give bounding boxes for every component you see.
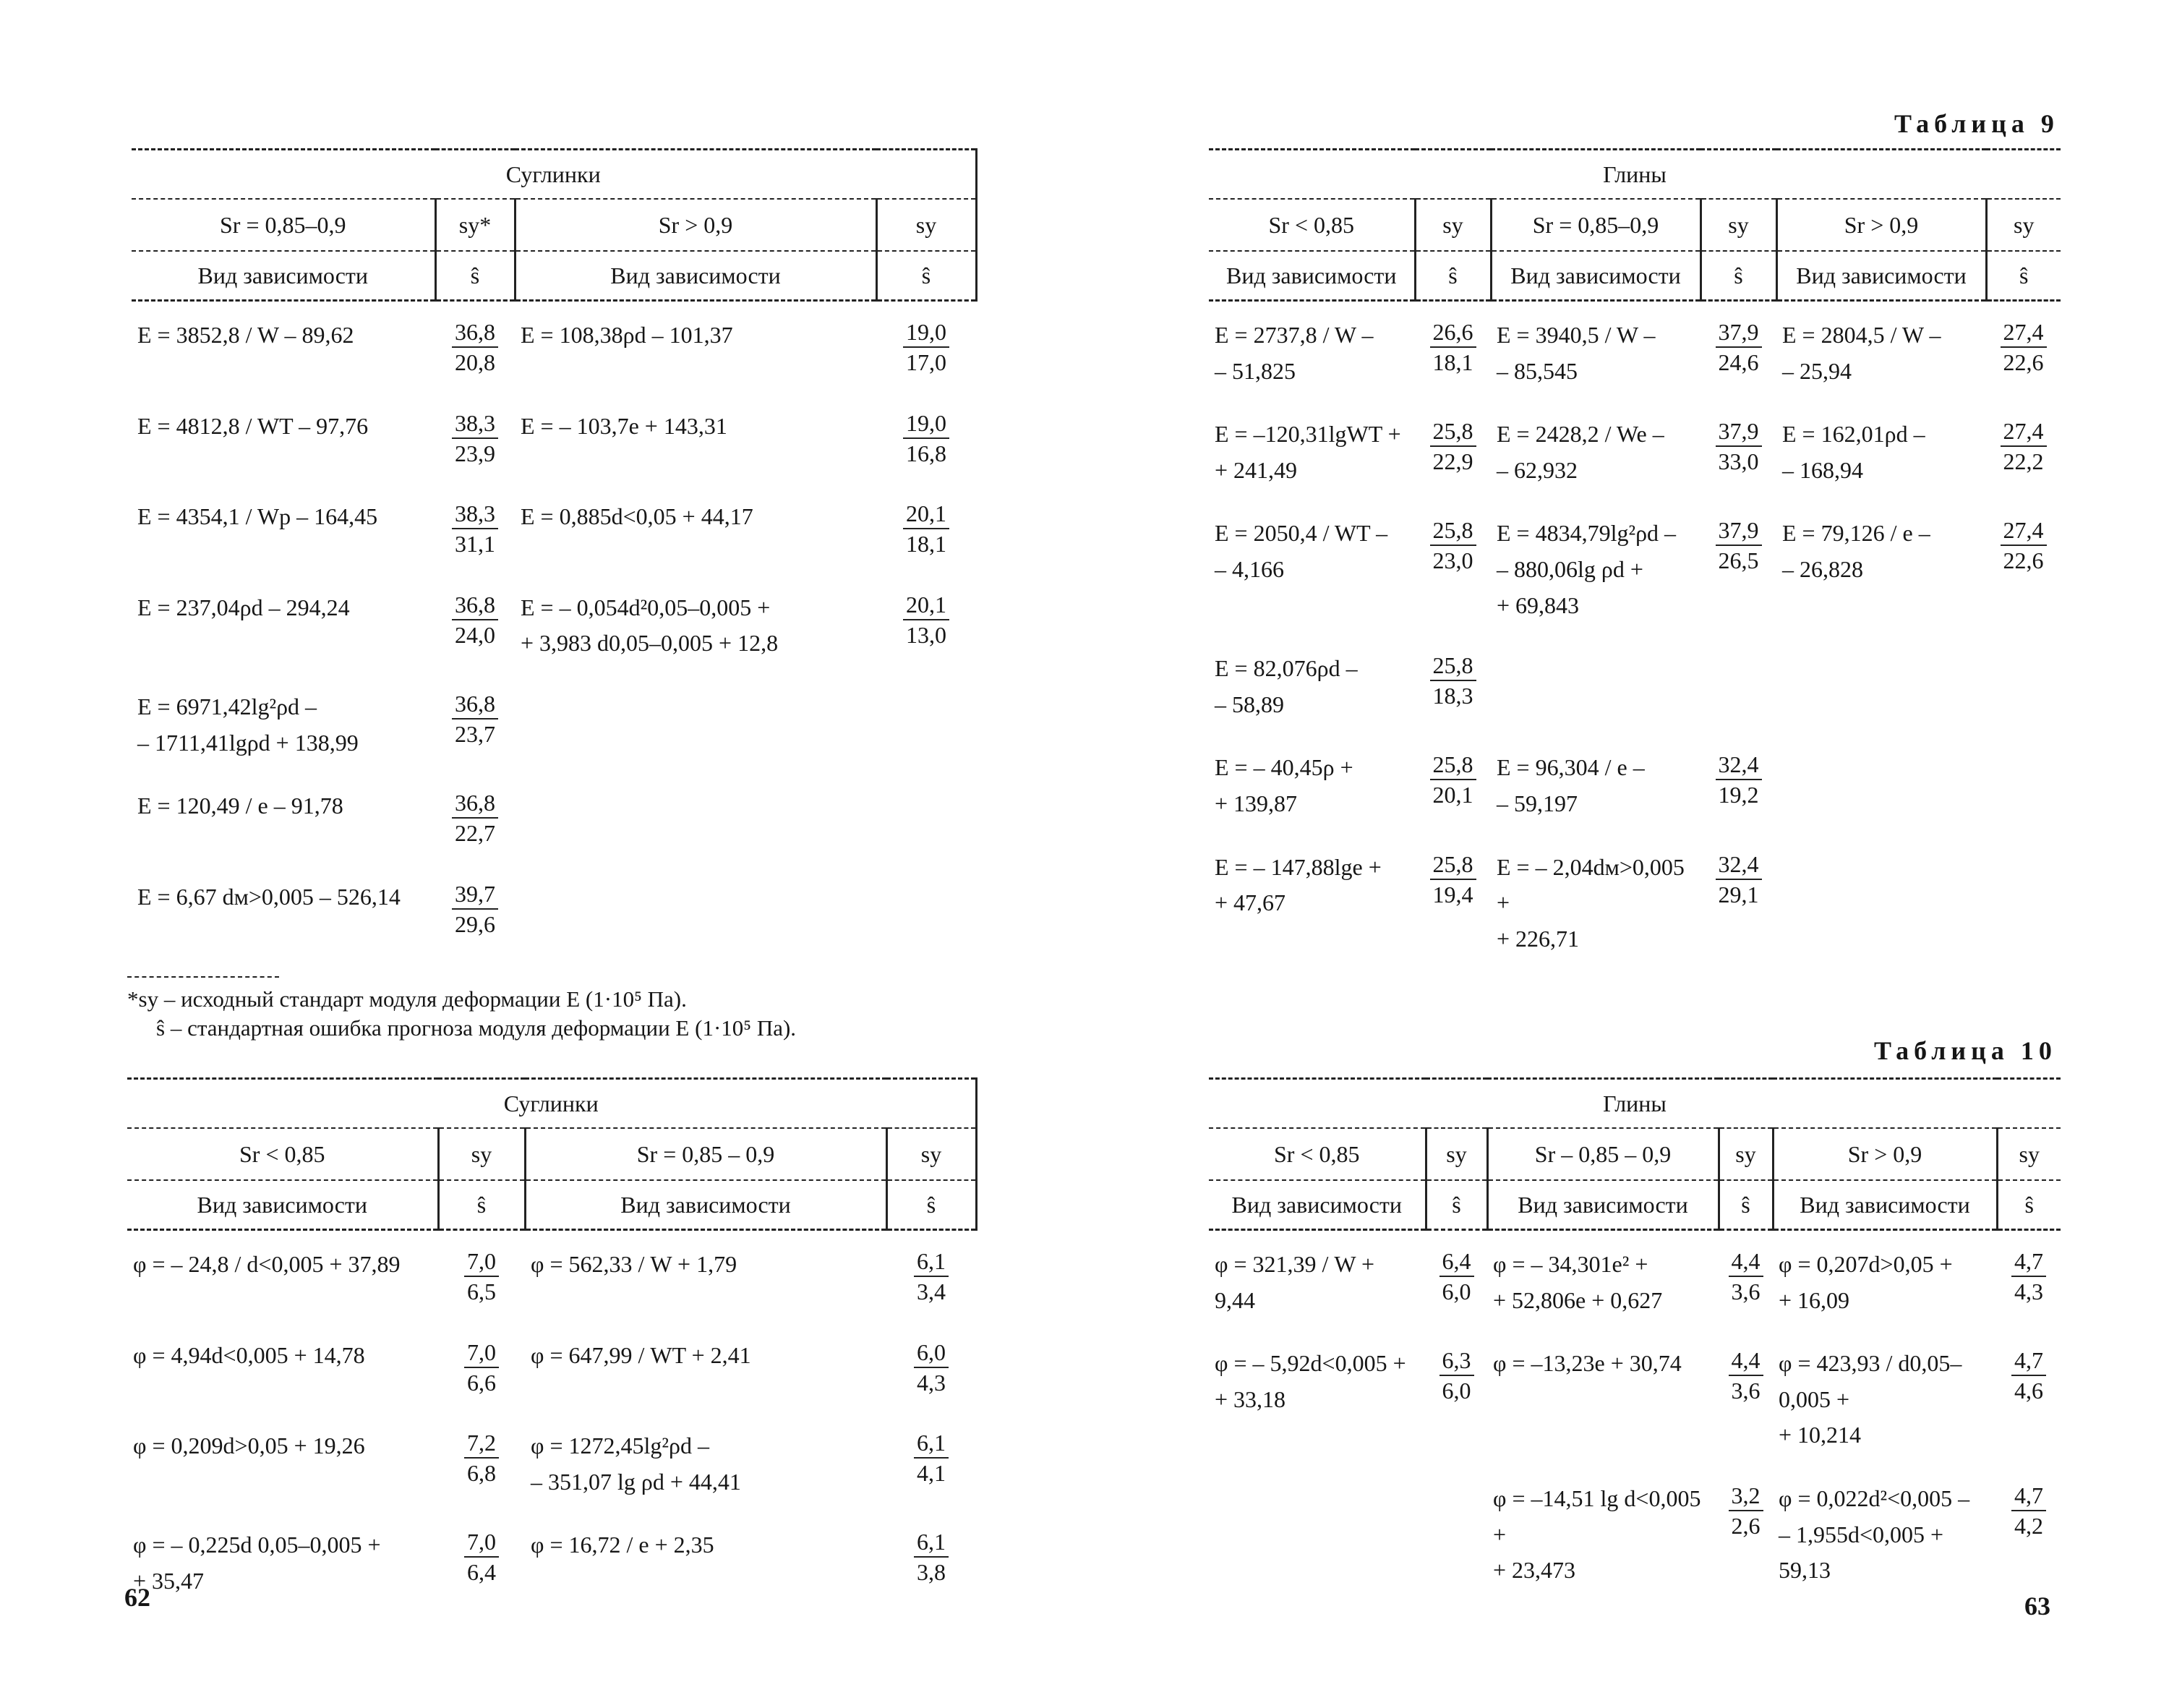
formula-cell: E = 6,67 dм>0,005 – 526,14 [137, 883, 401, 910]
stat-fraction [2011, 1247, 2046, 1306]
stat-fraction [914, 1247, 949, 1306]
stat-sy-value: 19,0 [903, 317, 949, 348]
formula-cell: E = 237,04ρd – 294,24 [137, 594, 350, 620]
condition-header: Sr = 0,85 – 0,9 [525, 1128, 886, 1180]
stat-cell [1415, 500, 1491, 635]
stat-sy-value: 39,7 [452, 879, 498, 910]
stat-sy-value: 27,4 [2001, 317, 2047, 348]
stat-cell [1986, 301, 2061, 401]
stat-sy-value: 6,1 [914, 1527, 949, 1558]
stat-sy-value: 36,8 [452, 689, 498, 720]
left-page [0, 0, 1084, 1708]
stat-sy-value: 25,8 [1430, 750, 1476, 780]
stat-fraction [903, 317, 949, 377]
stat-s-hat-value: 4,2 [2014, 1512, 2044, 1539]
stat-sy-value: 7,2 [464, 1428, 499, 1459]
stat-s-hat-value: 4,1 [917, 1460, 946, 1487]
table-row [132, 301, 976, 393]
table-row [1209, 1230, 2061, 1331]
formula-cell: E = 4834,79lg²ρd – – 880,06lg ρd + + 69,843 [1497, 520, 1677, 618]
column-caption: Вид зависимости [132, 251, 435, 301]
stat-cell [1415, 834, 1491, 969]
table-row [132, 393, 976, 484]
table-row [1209, 734, 2061, 833]
formula-cell: φ = 321,39 / W + 9,44 [1215, 1251, 1375, 1313]
stat-fraction [914, 1527, 949, 1587]
stat-sy-value: 6,1 [914, 1247, 949, 1277]
stat-sy-value: 4,4 [1729, 1247, 1763, 1277]
stat-s-hat-value: 24,0 [455, 621, 495, 648]
group-title: Глины [1209, 1079, 2061, 1129]
stat-s-hat-value: 3,6 [1731, 1278, 1761, 1305]
condition-header: Sr = 0,85–0,9 [1491, 199, 1700, 251]
column-caption: Вид зависимости [127, 1180, 438, 1230]
formula-cell: E = – 2,04dм>0,005 + + 226,71 [1497, 853, 1685, 952]
stat-cell [1415, 734, 1491, 833]
stat-fraction [1729, 1481, 1763, 1540]
stat-fraction [1716, 317, 1762, 377]
right-page [1084, 0, 2169, 1708]
table-row [132, 673, 976, 772]
stat-sy-value: 37,9 [1716, 516, 1762, 546]
stat-cell [1986, 500, 2061, 635]
stat-fraction [1430, 651, 1476, 710]
stat-s-hat-value: 4,3 [917, 1369, 946, 1396]
table-row [127, 1511, 976, 1610]
column-caption: Вид зависимости [1209, 251, 1415, 301]
table-clay-deformation [1209, 148, 2061, 968]
stat-cell [1719, 1330, 1773, 1465]
column-caption: Вид зависимости [1776, 251, 1986, 301]
stat-s-hat-value: 6,4 [467, 1559, 496, 1586]
footnote-separator [127, 976, 279, 978]
stat-header: sy [1700, 199, 1776, 251]
stat-sy-value: 25,8 [1430, 516, 1476, 546]
condition-header: Sr – 0,85 – 0,9 [1487, 1128, 1719, 1180]
formula-cell: E = 2050,4 / WT – – 4,166 [1215, 520, 1388, 582]
column-caption: Вид зависимости [1491, 251, 1700, 301]
stat-fraction [2011, 1481, 2046, 1540]
formula-cell: E = 2737,8 / W – – 51,825 [1215, 322, 1374, 384]
formula-cell: φ = –14,51 lg d<0,005 + + 23,473 [1493, 1485, 1701, 1584]
formula-cell [1776, 635, 1986, 734]
formula-cell: φ = 423,93 / d0,05–0,005 + + 10,214 [1779, 1350, 1962, 1448]
stat-cell [1986, 635, 2061, 734]
stat-s-hat-value: 22,6 [2003, 547, 2044, 574]
formula-cell [1491, 635, 1700, 734]
table-loam-deformation [132, 148, 977, 954]
stat-header: sy [886, 1128, 976, 1180]
stat-fraction [914, 1428, 949, 1487]
stat-sy-value: 7,0 [464, 1247, 499, 1277]
stat-fraction [452, 879, 498, 939]
column-caption: ŝ [435, 251, 515, 301]
stat-s-hat-value: 18,1 [906, 531, 946, 558]
formula-cell: φ = 0,207d>0,05 + + 16,09 [1779, 1251, 1953, 1313]
formula-cell: φ = 0,022d²<0,005 – – 1,955d<0,005 + 59,13 [1779, 1485, 1970, 1584]
table-row [132, 863, 976, 955]
stat-s-hat-value: 18,1 [1432, 349, 1473, 375]
stat-fraction [1439, 1346, 1474, 1405]
stat-fraction [464, 1247, 499, 1306]
formula-cell: E = –120,31lgWT + + 241,49 [1215, 421, 1401, 483]
stat-s-hat-value: 29,1 [1718, 881, 1759, 908]
stat-cell [876, 393, 976, 484]
stat-cell [876, 483, 976, 574]
stat-s-hat-value: 17,0 [906, 349, 946, 375]
stat-s-hat-value: 2,6 [1731, 1512, 1761, 1539]
stat-sy-value: 32,4 [1716, 850, 1762, 880]
stat-cell [876, 301, 976, 393]
formula-cell: φ = 16,72 / e + 2,35 [531, 1532, 714, 1558]
table-row [127, 1230, 976, 1322]
stat-fraction [452, 590, 498, 649]
stat-s-hat-value: 6,6 [467, 1369, 496, 1396]
stat-fraction [1716, 516, 1762, 575]
stat-header: sy [1719, 1128, 1773, 1180]
stat-s-hat-value: 26,5 [1718, 547, 1759, 574]
stat-cell [438, 1230, 525, 1322]
footnote-sy: *sy – исходный стандарт модуля деформации E (1·10⁵ Па). [127, 986, 687, 1012]
stat-fraction [452, 499, 498, 558]
stat-s-hat-value: 3,8 [917, 1559, 946, 1586]
stat-cell [1426, 1465, 1487, 1600]
formula-cell: φ = 0,209d>0,05 + 19,26 [133, 1432, 365, 1459]
formula-cell: E = – 40,45ρ + + 139,87 [1215, 754, 1353, 816]
stat-cell [876, 574, 976, 673]
stat-header: sy [1415, 199, 1491, 251]
stat-sy-value: 20,1 [903, 590, 949, 620]
formula-cell: E = 3940,5 / W – – 85,545 [1497, 322, 1656, 384]
stat-cell [435, 772, 515, 863]
formula-cell: E = 2428,2 / We – – 62,932 [1497, 421, 1664, 483]
stat-cell [435, 574, 515, 673]
formula-cell: E = 108,38ρd – 101,37 [521, 322, 733, 348]
column-caption: ŝ [1986, 251, 2061, 301]
stat-cell [435, 393, 515, 484]
formula-cell: E = 4354,1 / Wp – 164,45 [137, 503, 378, 530]
condition-header: Sr > 0,9 [1773, 1128, 1997, 1180]
stat-cell [1700, 834, 1776, 969]
stat-sy-value: 26,6 [1430, 317, 1476, 348]
stat-cell [438, 1511, 525, 1610]
stat-fraction [903, 590, 949, 649]
stat-fraction [1729, 1247, 1763, 1306]
stat-fraction [2001, 417, 2047, 476]
stat-cell [435, 673, 515, 772]
table-row [1209, 301, 2061, 401]
stat-fraction [464, 1428, 499, 1487]
stat-sy-value: 37,9 [1716, 417, 1762, 447]
stat-header: sy [438, 1128, 525, 1180]
stat-cell [876, 863, 976, 955]
stat-cell [1426, 1330, 1487, 1465]
stat-fraction [1430, 850, 1476, 909]
stat-cell [1415, 635, 1491, 734]
formula-cell [1209, 1465, 1426, 1600]
column-caption: Вид зависимости [525, 1180, 886, 1230]
stat-fraction [1430, 516, 1476, 575]
stat-sy-value: 27,4 [2001, 417, 2047, 447]
stat-header: sy [1426, 1128, 1487, 1180]
formula-cell: E = 0,885d<0,05 + 44,17 [521, 503, 753, 530]
column-caption: Вид зависимости [1773, 1180, 1997, 1230]
table-row [127, 1412, 976, 1511]
formula-cell: φ = – 24,8 / d<0,005 + 37,89 [133, 1251, 401, 1277]
stat-cell [1700, 734, 1776, 833]
stat-cell [1997, 1230, 2061, 1331]
stat-cell [438, 1322, 525, 1413]
stat-s-hat-value: 18,3 [1432, 683, 1473, 709]
stat-s-hat-value: 23,7 [455, 720, 495, 747]
table-row [132, 483, 976, 574]
condition-header: Sr > 0,9 [1776, 199, 1986, 251]
footnote-s-hat: ŝ – стандартная ошибка прогноза модуля деформации E (1·10⁵ Па). [156, 1015, 797, 1041]
stat-fraction [1430, 317, 1476, 377]
stat-s-hat-value: 29,6 [455, 910, 495, 937]
column-caption: Вид зависимости [1209, 1180, 1426, 1230]
stat-header: sy [1997, 1128, 2061, 1180]
stat-s-hat-value: 24,6 [1718, 349, 1759, 375]
table-row [132, 574, 976, 673]
stat-cell [886, 1511, 976, 1610]
formula-cell: φ = 4,94d<0,005 + 14,78 [133, 1341, 365, 1368]
stat-s-hat-value: 19,4 [1432, 881, 1473, 908]
stat-sy-value: 7,0 [464, 1527, 499, 1558]
stat-fraction [903, 409, 949, 468]
condition-header: Sr = 0,85–0,9 [132, 199, 435, 251]
stat-s-hat-value: 23,0 [1432, 547, 1473, 574]
stat-cell [876, 772, 976, 863]
stat-sy-value: 25,8 [1430, 651, 1476, 681]
stat-sy-value: 38,3 [452, 409, 498, 439]
stat-s-hat-value: 3,6 [1731, 1378, 1761, 1404]
stat-s-hat-value: 22,7 [455, 820, 495, 847]
column-caption: ŝ [1700, 251, 1776, 301]
stat-header: sy [876, 199, 976, 251]
stat-cell [876, 673, 976, 772]
page-number: 62 [124, 1583, 150, 1612]
stat-fraction [2001, 317, 2047, 377]
stat-fraction [1716, 750, 1762, 809]
column-caption: ŝ [1719, 1180, 1773, 1230]
stat-cell [1719, 1230, 1773, 1331]
stat-sy-value: 4,7 [2011, 1346, 2046, 1376]
stat-cell [886, 1322, 976, 1413]
stat-s-hat-value: 19,2 [1718, 782, 1759, 808]
stat-s-hat-value: 16,8 [906, 440, 946, 466]
table-row [127, 1322, 976, 1413]
formula-cell [515, 863, 876, 955]
stat-sy-value: 25,8 [1430, 850, 1476, 880]
column-caption: ŝ [438, 1180, 525, 1230]
stat-s-hat-value: 3,4 [917, 1278, 946, 1305]
stat-fraction [452, 409, 498, 468]
formula-cell: E = 82,076ρd – – 58,89 [1215, 655, 1358, 717]
stat-sy-value: 6,3 [1439, 1346, 1474, 1376]
group-title: Суглинки [132, 150, 976, 200]
stat-cell [886, 1230, 976, 1322]
stat-fraction [452, 689, 498, 748]
stat-cell [1415, 301, 1491, 401]
stat-s-hat-value: 6,0 [1442, 1278, 1471, 1305]
stat-cell [1700, 401, 1776, 500]
formula-cell: E = 96,304 / e – – 59,197 [1497, 754, 1645, 816]
stat-fraction [464, 1338, 499, 1397]
stat-sy-value: 6,1 [914, 1428, 949, 1459]
stat-sy-value: 27,4 [2001, 516, 2047, 546]
stat-fraction [1439, 1247, 1474, 1306]
formula-cell [515, 772, 876, 863]
stat-s-hat-value: 22,6 [2003, 349, 2044, 375]
formula-cell: E = – 0,054d²0,05–0,005 + + 3,983 d0,05–0,005 + 12,8 [521, 594, 779, 657]
stat-cell [1986, 834, 2061, 969]
stat-cell [886, 1412, 976, 1511]
stat-sy-value: 20,1 [903, 499, 949, 529]
formula-cell: φ = – 34,301e² + + 52,806e + 0,627 [1493, 1251, 1663, 1313]
stat-s-hat-value: 4,6 [2014, 1378, 2044, 1404]
formula-cell: E = 4812,8 / WT – 97,76 [137, 412, 369, 439]
stat-sy-value: 25,8 [1430, 417, 1476, 447]
stat-cell [1997, 1465, 2061, 1600]
stat-sy-value: 4,4 [1729, 1346, 1763, 1376]
column-caption: Вид зависимости [1487, 1180, 1719, 1230]
stat-s-hat-value: 33,0 [1718, 448, 1759, 475]
formula-cell: E = 79,126 / e – – 26,828 [1782, 520, 1930, 582]
formula-cell: E = 2804,5 / W – – 25,94 [1782, 322, 1941, 384]
stat-cell [1719, 1465, 1773, 1600]
stat-cell [1700, 301, 1776, 401]
column-caption: Вид зависимости [515, 251, 876, 301]
condition-header: Sr < 0,85 [1209, 1128, 1426, 1180]
stat-s-hat-value: 6,8 [467, 1460, 496, 1487]
table-row [1209, 635, 2061, 734]
stat-sy-value: 37,9 [1716, 317, 1762, 348]
table-row [1209, 401, 2061, 500]
stat-fraction [2011, 1346, 2046, 1405]
table-label: Таблица 10 [1874, 1036, 2057, 1065]
stat-cell [1700, 635, 1776, 734]
column-caption: ŝ [876, 251, 976, 301]
stat-header: sy* [435, 199, 515, 251]
formula-cell: φ = 647,99 / WT + 2,41 [531, 1341, 751, 1368]
formula-cell: E = 6971,42lg²ρd – – 1711,41lgρd + 138,99 [137, 693, 359, 756]
stat-cell [1426, 1230, 1487, 1331]
stat-s-hat-value: 22,9 [1432, 448, 1473, 475]
column-caption: ŝ [1415, 251, 1491, 301]
stat-fraction [903, 499, 949, 558]
stat-fraction [1716, 850, 1762, 909]
table-row [132, 772, 976, 863]
stat-s-hat-value: 13,0 [906, 621, 946, 648]
stat-cell [1986, 401, 2061, 500]
stat-cell [435, 863, 515, 955]
stat-cell [435, 483, 515, 574]
stat-fraction [1729, 1346, 1763, 1405]
table-row [1209, 834, 2061, 969]
stat-cell [1415, 401, 1491, 500]
stat-sy-value: 4,7 [2011, 1481, 2046, 1511]
stat-sy-value: 36,8 [452, 317, 498, 348]
stat-s-hat-value: 6,0 [1442, 1378, 1471, 1404]
formula-cell [515, 673, 876, 772]
stat-s-hat-value: 31,1 [455, 531, 495, 558]
formula-cell [1776, 834, 1986, 969]
formula-cell [1776, 734, 1986, 833]
formula-cell: E = – 103,7e + 143,31 [521, 412, 727, 439]
formula-cell: E = 120,49 / e – 91,78 [137, 793, 343, 819]
stat-s-hat-value: 20,8 [455, 349, 495, 375]
stat-sy-value: 36,8 [452, 788, 498, 819]
stat-header: sy [1986, 199, 2061, 251]
table-row [1209, 1330, 2061, 1465]
formula-cell: φ = –13,23e + 30,74 [1493, 1350, 1682, 1377]
table-clay-friction [1209, 1077, 2061, 1600]
condition-header: Sr > 0,9 [515, 199, 876, 251]
condition-header: Sr < 0,85 [127, 1128, 438, 1180]
stat-sy-value: 38,3 [452, 499, 498, 529]
column-caption: ŝ [1426, 1180, 1487, 1230]
formula-cell: E = 162,01ρd – – 168,94 [1782, 421, 1925, 483]
stat-cell [438, 1412, 525, 1511]
page-number: 63 [2024, 1592, 2050, 1621]
stat-cell [435, 301, 515, 393]
table-row [1209, 500, 2061, 635]
stat-sy-value: 3,2 [1729, 1481, 1763, 1511]
group-title: Суглинки [127, 1079, 976, 1129]
stat-sy-value: 6,0 [914, 1338, 949, 1368]
table-label: Таблица 9 [1894, 109, 2059, 138]
stat-fraction [1716, 417, 1762, 476]
stat-sy-value: 6,4 [1439, 1247, 1474, 1277]
stat-fraction [914, 1338, 949, 1397]
table-row [1209, 1465, 2061, 1600]
stat-sy-value: 32,4 [1716, 750, 1762, 780]
stat-cell [1700, 500, 1776, 635]
formula-cell: φ = – 5,92d<0,005 + + 33,18 [1215, 1350, 1406, 1412]
stat-s-hat-value: 23,9 [455, 440, 495, 466]
formula-cell: E = – 147,88lge + + 47,67 [1215, 853, 1382, 916]
stat-sy-value: 36,8 [452, 590, 498, 620]
stat-sy-value: 19,0 [903, 409, 949, 439]
stat-fraction [1430, 750, 1476, 809]
stat-fraction [452, 788, 498, 847]
formula-cell: φ = – 0,225d 0,05–0,005 + + 35,47 [133, 1532, 381, 1594]
condition-header: Sr < 0,85 [1209, 199, 1415, 251]
stat-s-hat-value: 4,3 [2014, 1278, 2044, 1305]
formula-cell: φ = 562,33 / W + 1,79 [531, 1251, 737, 1277]
stat-fraction [464, 1527, 499, 1587]
stat-fraction [2001, 516, 2047, 575]
table-loam-friction [127, 1077, 977, 1611]
stat-cell [1997, 1330, 2061, 1465]
stat-s-hat-value: 20,1 [1432, 782, 1473, 808]
stat-sy-value: 4,7 [2011, 1247, 2046, 1277]
column-caption: ŝ [886, 1180, 976, 1230]
formula-cell: φ = 1272,45lg²ρd – – 351,07 lg ρd + 44,41 [531, 1432, 741, 1495]
formula-cell: E = 3852,8 / W – 89,62 [137, 322, 354, 348]
stat-sy-value: 7,0 [464, 1338, 499, 1368]
stat-fraction [1430, 417, 1476, 476]
group-title: Глины [1209, 150, 2061, 200]
column-caption: ŝ [1997, 1180, 2061, 1230]
stat-cell [1986, 734, 2061, 833]
stat-s-hat-value: 6,5 [467, 1278, 496, 1305]
stat-fraction [452, 317, 498, 377]
stat-s-hat-value: 22,2 [2003, 448, 2044, 475]
